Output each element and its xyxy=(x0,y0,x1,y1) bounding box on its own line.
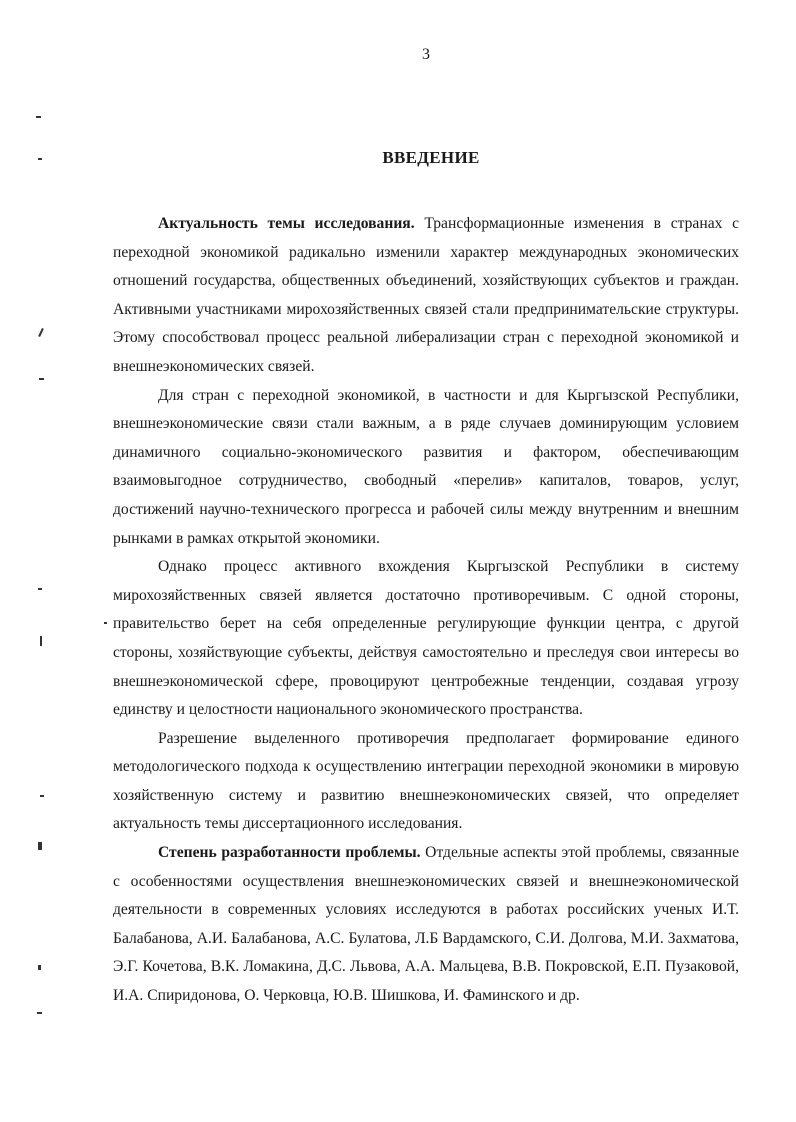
paragraph-transition-economies xyxy=(113,382,739,554)
scan-speck xyxy=(37,1012,42,1014)
paragraph-text: Разрешение выделенного противоречия предполагает формирование единого методологического подхода к осуществлению интеграции переходной экономики в мировую хозяйственную систему и развитию внешнеэкономических связей, что определяет актуальность темы диссертационного исследования. xyxy=(113,729,739,833)
paragraph-degree-of-study xyxy=(113,839,739,1011)
scan-speck xyxy=(38,965,41,970)
scan-speck xyxy=(39,378,44,380)
scan-speck xyxy=(38,328,44,337)
paragraph-text: Трансформационные изменения в странах с переходной экономикой радикально изменили характер международных экономических отношений государства, общественных объединений, хозяйствующих субъектов и граждан. Активными участниками мирохозяйственных связей стали предпринимательские структуры. Этому способствовал процесс реальной либерализации стран с переходной экономикой и внешнеэкономических связей. xyxy=(113,215,739,375)
scan-speck xyxy=(40,795,44,797)
paragraph-relevance xyxy=(113,210,739,382)
page-number: 3 xyxy=(422,46,430,63)
scan-speck xyxy=(104,622,107,624)
paragraph-text: Отдельные аспекты этой проблемы, связанные с особенностями осуществления внешнеэкономических связей и внешнеэкономической деятельности в современных условиях исследуются в работах российских ученых И.Т. Балабанова, А.И. Балабанова, А.С. Булатова, Л.Б Вардамского, С.И. Долгова, М.И. Захматова, Э.Г. Кочетова, В.К. Ломакина, Д.С. Львова, А.А. Мальцева, В.В. Покровской, Е.П. Пузаковой, И.А. Спиридонова, О. Черковца, Ю.В. Шишкова, И. Фаминского и др. xyxy=(113,844,740,1005)
scan-speck xyxy=(40,636,42,646)
scan-speck xyxy=(38,842,42,850)
paragraph-resolution xyxy=(113,725,739,839)
paragraph-contradiction xyxy=(113,553,739,725)
paragraph-text: Для стран с переходной экономикой, в частности и для Кыргызской Республики, внешнеэкономические связи стали важным, а в ряде случаев доминирующим условием динамичного социально-экономического развития и фактором, обеспечивающим взаимовыгодное сотрудничество, свободный «перелив» капиталов, товаров, услуг, достижений научно-технического прогресса и рабочей силы между внутренним и внешним рынками в рамках открытой экономики. xyxy=(113,386,739,547)
body-text xyxy=(113,210,739,1011)
paragraph-lead: Актуальность темы исследования. xyxy=(158,215,415,232)
paragraph-lead: Степень разработанности проблемы. xyxy=(158,844,421,862)
scan-speck xyxy=(38,588,42,590)
section-heading: ВВЕДЕНИЕ xyxy=(382,148,480,167)
paragraph-text: Однако процесс активного вхождения Кыргызской Республики в систему мирохозяйственных связей является достаточно противоречивым. С одной стороны, правительство берет на себя определенные регулирующие функции центра, с другой стороны, хозяйствующие субъекты, действуя самостоятельно и преследуя свои интересы во внешнеэкономической сфере, провоцируют центробежные тенденции, создавая угрозу единству и целостности национального экономического пространства. xyxy=(113,558,739,719)
scan-speck xyxy=(36,116,41,118)
scan-speck xyxy=(38,158,42,160)
